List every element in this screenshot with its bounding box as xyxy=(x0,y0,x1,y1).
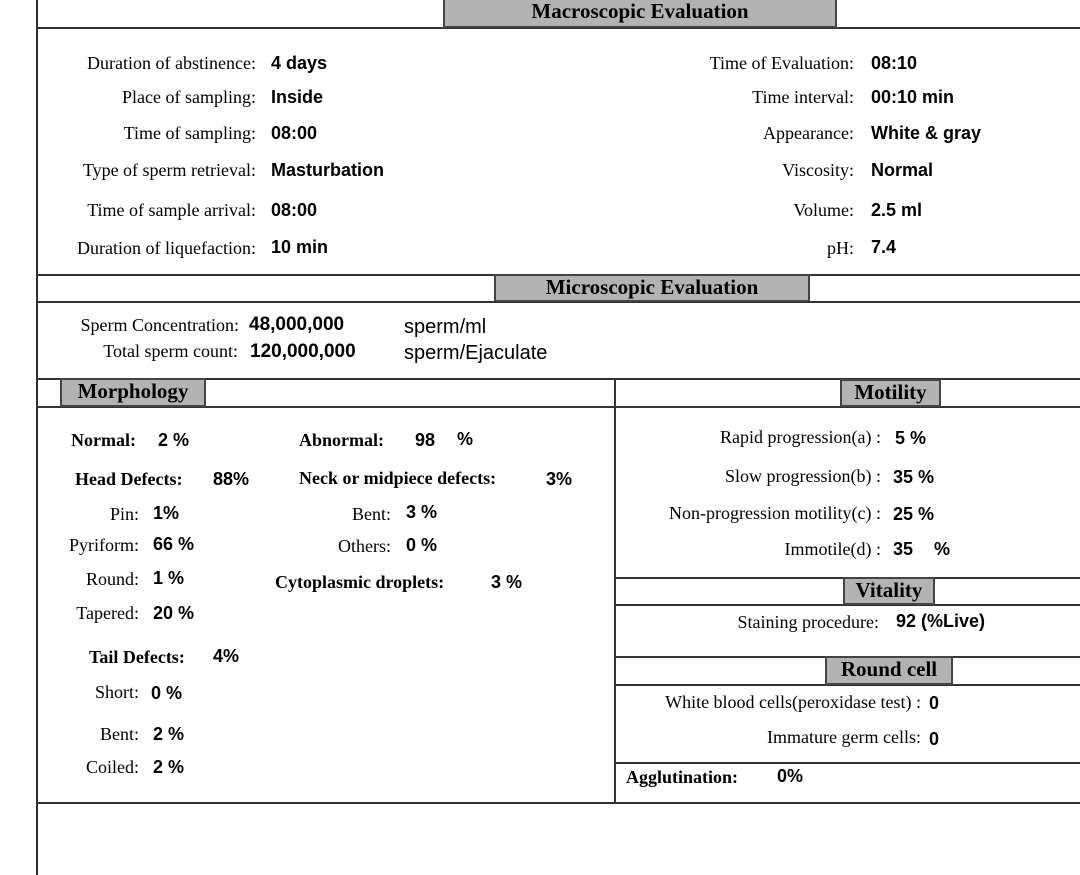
tail-defects-label: Tail Defects: xyxy=(89,647,185,667)
time-eval-label: Time of Evaluation: xyxy=(709,53,854,73)
total-count-unit: sperm/Ejaculate xyxy=(404,342,548,364)
time-sampling-label: Time of sampling: xyxy=(123,123,256,143)
total-count-value: 120,000,000 xyxy=(250,341,356,362)
volume-label: Volume: xyxy=(793,200,854,220)
concentration-label: Sperm Concentration: xyxy=(80,315,239,335)
head-defects-value: 88% xyxy=(213,469,250,489)
immotile-value: 35 xyxy=(893,539,914,559)
viscosity-value: Normal xyxy=(871,160,934,180)
head-defects-label: Head Defects: xyxy=(75,469,183,489)
abstinence-label: Duration of abstinence: xyxy=(87,53,256,73)
nonprog-value: 25 % xyxy=(893,504,935,524)
round-value: 1 % xyxy=(153,568,185,588)
agglutination-label: Agglutination: xyxy=(626,767,739,787)
pyriform-value: 66 % xyxy=(153,534,195,554)
pin-value: 1% xyxy=(153,503,180,523)
retrieval-value: Masturbation xyxy=(271,160,385,180)
coiled-value: 2 % xyxy=(153,757,185,777)
pin-label: Pin: xyxy=(109,504,139,524)
nonprog-label: Non-progression motility(c) : xyxy=(669,503,881,523)
immotile-label: Immotile(d) : xyxy=(784,539,881,559)
neck-defects-label: Neck or midpiece defects: xyxy=(299,468,497,488)
concentration-value: 48,000,000 xyxy=(249,314,345,335)
volume-value: 2.5 ml xyxy=(871,200,923,220)
abnormal-unit: % xyxy=(457,429,474,449)
appearance-label: Appearance: xyxy=(763,123,854,143)
immotile-unit: % xyxy=(934,539,951,559)
short-value: 0 % xyxy=(151,683,183,703)
abstinence-value: 4 days xyxy=(271,53,328,73)
viscosity-label: Viscosity: xyxy=(782,160,854,180)
others-label: Others: xyxy=(338,536,391,556)
short-label: Short: xyxy=(94,682,139,702)
concentration-unit: sperm/ml xyxy=(404,316,487,338)
table-bottom-rule xyxy=(36,802,1080,804)
liquefaction-label: Duration of liquefaction: xyxy=(77,238,256,258)
left-border xyxy=(36,0,38,875)
coiled-label: Coiled: xyxy=(86,757,139,777)
time-sampling-value: 08:00 xyxy=(271,123,318,143)
vitality-header: Vitality xyxy=(843,577,935,605)
normal-value: 2 % xyxy=(158,430,190,450)
microscopic-header: Microscopic Evaluation xyxy=(494,274,810,302)
tail-bent-value: 2 % xyxy=(153,724,185,744)
immature-label: Immature germ cells: xyxy=(767,727,921,747)
ph-value: 7.4 xyxy=(871,237,897,257)
agglutination-top-rule xyxy=(614,762,1080,764)
wbc-label: White blood cells(peroxidase test) : xyxy=(665,692,921,712)
abnormal-label: Abnormal: xyxy=(299,430,384,450)
agglutination-value: 0% xyxy=(777,766,804,786)
motility-header: Motility xyxy=(840,379,941,407)
wbc-value: 0 xyxy=(929,693,940,713)
pyriform-label: Pyriform: xyxy=(69,535,139,555)
others-value: 0 % xyxy=(406,535,438,555)
retrieval-label: Type of sperm retrieval: xyxy=(82,160,256,180)
tail-bent-label: Bent: xyxy=(100,724,139,744)
staining-label: Staining procedure: xyxy=(737,612,879,632)
tail-defects-value: 4% xyxy=(213,646,240,666)
cytoplasmic-value: 3 % xyxy=(491,572,523,592)
arrival-value: 08:00 xyxy=(271,200,318,220)
neck-bent-value: 3 % xyxy=(406,502,438,522)
column-divider xyxy=(614,378,616,804)
neck-defects-value: 3% xyxy=(546,469,573,489)
round-cell-header: Round cell xyxy=(825,656,953,685)
rapid-value: 5 % xyxy=(895,428,927,448)
morphology-header: Morphology xyxy=(60,378,206,407)
tapered-label: Tapered: xyxy=(76,603,139,623)
slow-label: Slow progression(b) : xyxy=(725,466,881,486)
interval-label: Time interval: xyxy=(752,87,854,107)
cytoplasmic-label: Cytoplasmic droplets: xyxy=(275,572,445,592)
arrival-label: Time of sample arrival: xyxy=(87,200,256,220)
ph-label: pH: xyxy=(827,238,854,258)
appearance-value: White & gray xyxy=(871,123,982,143)
macroscopic-header: Macroscopic Evaluation xyxy=(443,0,837,28)
place-label: Place of sampling: xyxy=(122,87,256,107)
immature-value: 0 xyxy=(929,729,940,749)
place-value: Inside xyxy=(271,87,324,107)
abnormal-value: 98 xyxy=(415,430,436,450)
total-count-label: Total sperm count: xyxy=(103,341,238,361)
liquefaction-value: 10 min xyxy=(271,237,329,257)
rapid-label: Rapid progression(a) : xyxy=(720,427,881,447)
round-label: Round: xyxy=(85,569,139,589)
staining-value: 92 (%Live) xyxy=(896,611,986,631)
normal-label: Normal: xyxy=(71,430,136,450)
tapered-value: 20 % xyxy=(153,603,195,623)
slow-value: 35 % xyxy=(893,467,935,487)
interval-value: 00:10 min xyxy=(871,87,955,107)
time-eval-value: 08:10 xyxy=(871,53,918,73)
neck-bent-label: Bent: xyxy=(352,504,391,524)
